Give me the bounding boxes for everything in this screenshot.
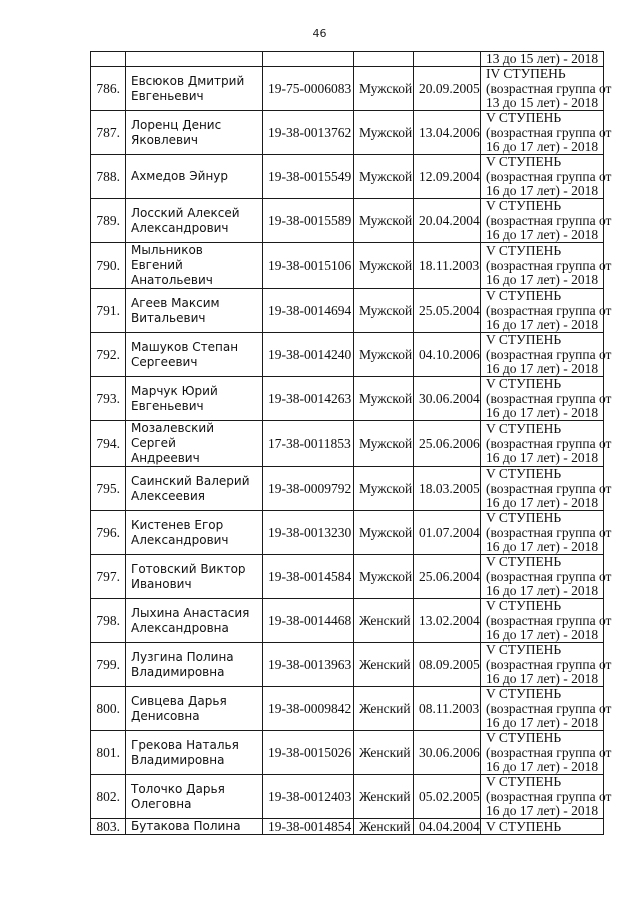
table-row [91,599,604,643]
participant-name [126,511,263,555]
participants-table [90,51,612,835]
participant-gender: Женский [354,643,414,687]
participant-id: 19-38-0015549 [263,155,354,199]
row-number: 787. [91,111,126,155]
table-row [91,643,604,687]
award-level [481,686,612,731]
name-line: Евгеньевич [131,398,204,413]
name-line: Саинский Валерий [131,473,250,488]
name-line: Лузгина Полина [131,649,234,664]
status-line: V СТУПЕНЬ [486,818,562,834]
birth-date: 05.02.2005 [414,775,481,819]
table-row [91,775,604,819]
name-line: Сергеевич [131,354,198,369]
award-level [481,198,612,243]
status-line: (возрастная группа от [486,168,612,184]
participant-id: 19-38-0009792 [263,467,354,511]
name-line: Витальевич [131,310,206,325]
status-line: V СТУПЕНЬ [486,510,562,526]
participant-name [126,67,263,111]
award-level [481,154,612,199]
status-line: (возрастная группа от [486,568,612,584]
table-row [91,199,604,243]
participant-gender: Мужской [354,467,414,511]
award-level [481,243,612,289]
participant-name [126,199,263,243]
row-number: 799. [91,643,126,687]
birth-date: 01.07.2004 [414,511,481,555]
status-line: V СТУПЕНЬ [486,243,562,259]
participant-id: 19-38-0015589 [263,199,354,243]
award-level [481,554,612,599]
award-level [481,598,612,643]
table-row [91,555,604,599]
participant-gender: Женский [354,599,414,643]
participant-name [126,599,263,643]
award-level [481,642,612,687]
status-line: 16 до 17 лет) - 2018 [486,494,599,510]
birth-date: 13.04.2006 [414,111,481,155]
participant-id: 19-38-0009842 [263,687,354,731]
participant-gender: Мужской [354,111,414,155]
participant-name [126,467,263,511]
participant-name [126,643,263,687]
participant-gender: Женский [354,775,414,819]
participant-gender: Мужской [354,333,414,377]
participant-name [126,555,263,599]
row-number: 791. [91,289,126,333]
birth-date: 04.10.2006 [414,333,481,377]
table-row [91,467,604,511]
birth-date: 25.05.2004 [414,289,481,333]
status-line: 16 до 17 лет) - 2018 [486,271,599,287]
status-line: (возрастная группа от [486,744,612,760]
status-line: 16 до 17 лет) - 2018 [486,449,599,465]
status-line: 16 до 17 лет) - 2018 [486,714,599,730]
participant-id: 19-38-0012403 [263,775,354,819]
status-line: V СТУПЕНЬ [486,110,562,126]
participant-name [126,155,263,199]
row-number: 794. [91,421,126,467]
name-line: Кистенев Егор [131,517,224,532]
name-line: Анатольевич [131,273,213,288]
participant-id: 17-38-0011853 [263,421,354,467]
award-level [481,421,612,467]
row-number: 801. [91,731,126,775]
partial-row [91,819,604,835]
status-line: 16 до 17 лет) - 2018 [486,316,599,332]
participant-gender: Мужской [354,289,414,333]
participant-gender: Мужской [354,421,414,467]
name-line: Александровна [131,620,229,635]
name-line: Мыльников Евгений [131,243,203,273]
participant-name [126,819,263,835]
participant-id: 19-38-0014584 [263,555,354,599]
participant-id: 19-38-0014240 [263,333,354,377]
birth-date: 20.09.2005 [414,67,481,111]
row-number: 788. [91,155,126,199]
birth-date: 18.03.2005 [414,467,481,511]
birth-date: 25.06.2006 [414,421,481,467]
participant-gender: Мужской [354,555,414,599]
status-line: V СТУПЕНЬ [486,774,562,790]
row-date-cell [414,52,481,67]
row-number: 802. [91,775,126,819]
row-gender-cell [354,52,414,67]
participant-gender: Мужской [354,377,414,421]
status-line: (возрастная группа от [486,212,612,228]
participant-name [126,687,263,731]
participant-id: 19-38-0014854 [263,819,354,835]
status-line: 16 до 17 лет) - 2018 [486,582,599,598]
birth-date: 13.02.2004 [414,599,481,643]
name-line: Мозалевский Сергей [131,421,214,451]
award-level [481,774,612,819]
name-line: Ахмедов Эйнур [131,169,229,184]
participant-id: 19-38-0015026 [263,731,354,775]
status-line: V СТУПЕНЬ [486,642,562,658]
participant-name [126,377,263,421]
status-line: 16 до 17 лет) - 2018 [486,670,599,686]
table-row [91,377,604,421]
status-line: 16 до 17 лет) - 2018 [486,182,599,198]
name-line: Иванович [131,576,192,591]
name-line: Бутакова Полина [131,819,241,834]
row-number: 793. [91,377,126,421]
status-line: V СТУПЕНЬ [486,686,562,702]
status-line: V СТУПЕНЬ [486,421,562,437]
name-line: Евгеньевич [131,88,204,103]
row-num-cell [91,52,126,67]
table-row [91,511,604,555]
status-line: IV СТУПЕНЬ [486,66,566,82]
name-line: Алексеевия [131,488,205,503]
row-status-cell [481,52,604,67]
status-line: 13 до 15 лет) - 2018 [486,51,599,66]
table-row [91,67,604,111]
continued-row [91,52,604,67]
name-line: Марчук Юрий [131,383,218,398]
participant-id: 19-38-0013762 [263,111,354,155]
status-line: V СТУПЕНЬ [486,376,562,392]
row-number: 798. [91,599,126,643]
status-line: (возрастная группа от [486,612,612,628]
name-line: Сивцева Дарья [131,693,227,708]
award-level [481,819,604,835]
status-line: 16 до 17 лет) - 2018 [486,538,599,554]
name-line: Толочко Дарья [131,781,225,796]
participant-gender: Женский [354,819,414,835]
name-line: Лосский Алексей [131,205,240,220]
status-line: 16 до 17 лет) - 2018 [486,404,599,420]
name-line: Грекова Наталья [131,737,239,752]
table-row [91,155,604,199]
birth-date: 04.04.2004 [414,819,481,835]
name-line: Андреевич [131,451,200,466]
status-line: (возрастная группа от [486,346,612,362]
participant-gender: Мужской [354,199,414,243]
row-number: 797. [91,555,126,599]
name-line: Владимировна [131,664,225,679]
status-line: (возрастная группа от [486,435,612,451]
participant-name [126,775,263,819]
name-line: Олеговна [131,796,192,811]
row-name-cell [126,52,263,67]
participant-name [126,289,263,333]
status-line: V СТУПЕНЬ [486,288,562,304]
birth-date: 08.11.2003 [414,687,481,731]
status-line: 16 до 17 лет) - 2018 [486,138,599,154]
row-number: 796. [91,511,126,555]
status-line: 16 до 17 лет) - 2018 [486,758,599,774]
status-line: V СТУПЕНЬ [486,154,562,170]
status-line: V СТУПЕНЬ [486,198,562,214]
participant-gender: Женский [354,687,414,731]
status-line: (возрастная группа от [486,302,612,318]
status-line: (возрастная группа от [486,524,612,540]
status-line: 16 до 17 лет) - 2018 [486,360,599,376]
participant-gender: Мужской [354,511,414,555]
status-line: (возрастная группа от [486,788,612,804]
name-line: Яковлевич [131,132,199,147]
name-line: Лоренц Денис [131,117,222,132]
row-number: 795. [91,467,126,511]
name-line: Евсюков Дмитрий [131,73,245,88]
status-line: (возрастная группа от [486,257,612,273]
page-number: 46 [312,27,327,40]
status-line: 13 до 15 лет) - 2018 [486,94,599,110]
participant-gender: Мужской [354,67,414,111]
birth-date: 08.09.2005 [414,643,481,687]
row-number: 789. [91,199,126,243]
participant-name [126,333,263,377]
award-level [481,466,612,511]
participant-gender: Мужской [354,155,414,199]
participant-gender: Женский [354,731,414,775]
table-row [91,421,604,467]
status-line: V СТУПЕНЬ [486,332,562,348]
status-line: 16 до 17 лет) - 2018 [486,802,599,818]
table-row [91,289,604,333]
name-line: Готовский Виктор [131,561,246,576]
row-id-cell [263,52,354,67]
name-line: Владимировна [131,752,225,767]
award-level [481,510,612,555]
name-line: Машуков Степан [131,339,239,354]
participant-name [126,243,263,289]
participant-gender: Мужской [354,243,414,289]
row-number: 803. [91,819,126,835]
table-row [91,731,604,775]
participant-name [126,111,263,155]
participant-id: 19-38-0015106 [263,243,354,289]
row-number: 786. [91,67,126,111]
status-line: 16 до 17 лет) - 2018 [486,626,599,642]
participant-name [126,421,263,467]
status-line: (возрастная группа от [486,390,612,406]
participant-id: 19-38-0014468 [263,599,354,643]
participant-id: 19-38-0013963 [263,643,354,687]
participant-id: 19-38-0013230 [263,511,354,555]
award-level [481,730,612,775]
table-row [91,111,604,155]
award-level [481,376,612,421]
award-level [481,110,612,155]
name-line: Лыхина Анастасия [131,605,250,620]
birth-date: 30.06.2006 [414,731,481,775]
table-row [91,333,604,377]
birth-date: 18.11.2003 [414,243,481,289]
table-row [91,243,604,289]
participant-name [126,731,263,775]
row-number: 792. [91,333,126,377]
row-number: 790. [91,243,126,289]
status-line: (возрастная группа от [486,124,612,140]
row-number: 800. [91,687,126,731]
status-line: 16 до 17 лет) - 2018 [486,226,599,242]
status-line: (возрастная группа от [486,656,612,672]
birth-date: 30.06.2004 [414,377,481,421]
award-level [481,288,612,333]
name-line: Александрович [131,220,229,235]
status-line: (возрастная группа от [486,480,612,496]
name-line: Денисовна [131,708,200,723]
status-line: V СТУПЕНЬ [486,598,562,614]
award-level [481,332,612,377]
birth-date: 20.04.2004 [414,199,481,243]
name-line: Агеев Максим [131,295,220,310]
status-line: V СТУПЕНЬ [486,466,562,482]
birth-date: 25.06.2004 [414,555,481,599]
status-line: V СТУПЕНЬ [486,730,562,746]
name-line: Александрович [131,532,229,547]
birth-date: 12.09.2004 [414,155,481,199]
status-line: (возрастная группа от [486,80,612,96]
award-level [481,66,612,111]
status-line: (возрастная группа от [486,700,612,716]
table-row [91,687,604,731]
participant-id: 19-75-0006083 [263,67,354,111]
status-line: V СТУПЕНЬ [486,554,562,570]
participant-id: 19-38-0014694 [263,289,354,333]
participant-id: 19-38-0014263 [263,377,354,421]
